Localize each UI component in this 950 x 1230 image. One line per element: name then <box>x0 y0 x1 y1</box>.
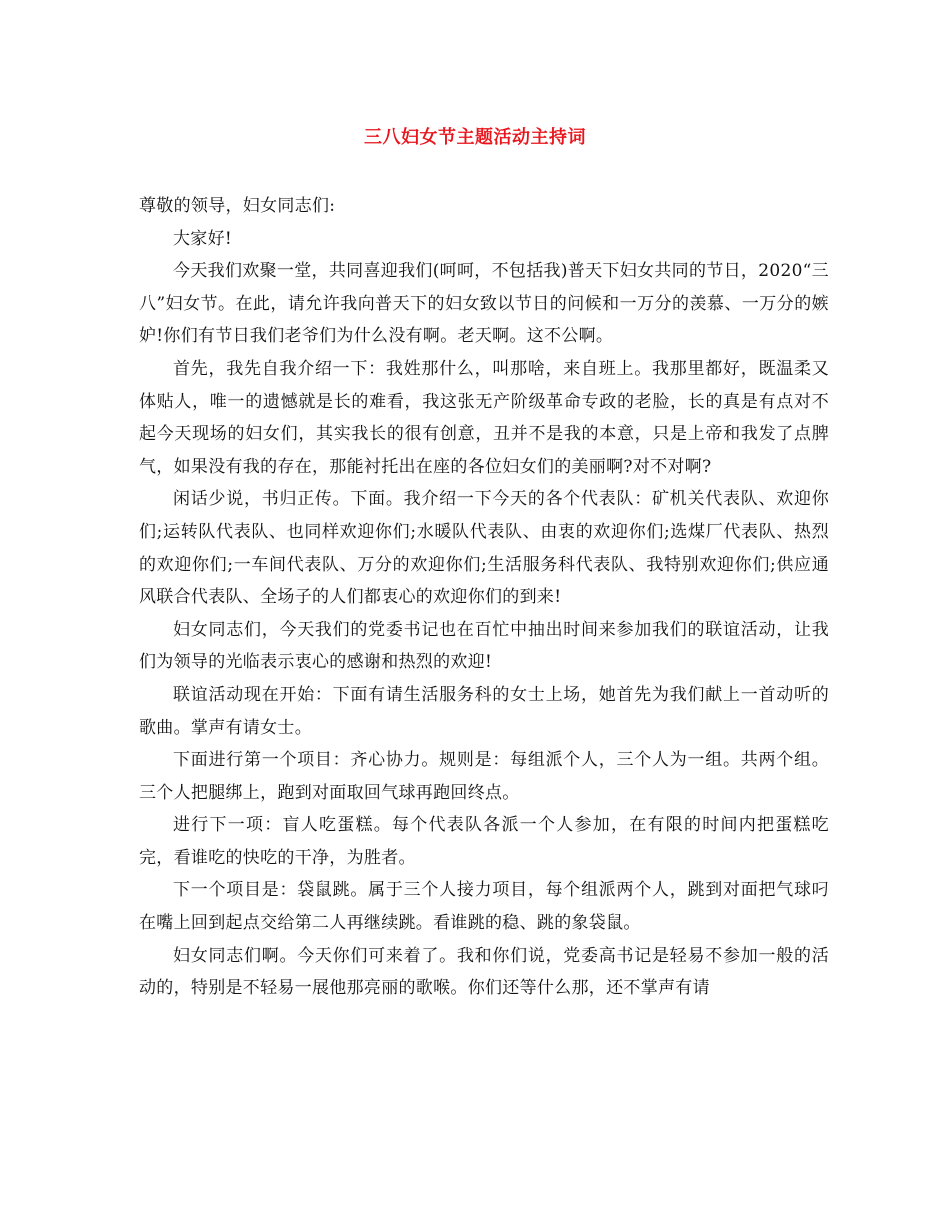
secretary-song-paragraph: 妇女同志们啊。今天你们可来着了。我和你们说，党委高书记是轻易不参加一般的活动的，特别是不轻易一展他那亮丽的歌喉。你们还等什么那，还不掌声有请 <box>139 945 829 999</box>
secretary-welcome-paragraph: 妇女同志们，今天我们的党委书记也在百忙中抽出时间来参加我们的联谊活动，让我们为领导的光临表示衷心的感谢和热烈的欢迎! <box>139 619 829 673</box>
opening-paragraph: 今天我们欢聚一堂，共同喜迎我们(呵呵，不包括我)普天下妇女共同的节日，2020“三八”妇女节。在此，请允许我向普天下的妇女致以节日的问候和一万分的羡慕、一万分的嫉妒!你们有节日我们老爷们为什么没有啊。老天啊。这不公啊。 <box>139 261 829 347</box>
greeting-paragraph: 大家好! <box>173 228 233 249</box>
activity-start-paragraph: 联谊活动现在开始：下面有请生活服务科的女士上场，她首先为我们献上一首动听的歌曲。掌声有请女士。 <box>139 684 829 738</box>
cake-game-paragraph: 进行下一项：盲人吃蛋糕。每个代表队各派一个人参加，在有限的时间内把蛋糕吃完，看谁吃的快吃的干净，为胜者。 <box>139 815 829 868</box>
first-game-paragraph: 下面进行第一个项目：齐心协力。规则是：每组派个人，三个人为一组。共两个组。三个人把腿绑上，跑到对面取回气球再跑回终点。 <box>139 750 829 803</box>
document-body <box>139 190 829 1005</box>
document-title: 三八妇女节主题活动主持词 <box>364 127 586 148</box>
self-introduction-paragraph: 首先，我先自我介绍一下：我姓那什么，叫那啥，来自班上。我那里都好，既温柔又体贴人，唯一的遗憾就是长的难看，我这张无产阶级革命专政的老脸，长的真是有点对不起今天现场的妇女们，其实我长的很有创意，丑并不是我的本意，只是上帝和我发了点脾气，如果没有我的存在，那能衬托出在座的各位妇女们的美丽啊?对不对啊? <box>139 358 829 477</box>
kangaroo-game-paragraph: 下一个项目是：袋鼠跳。属于三个人接力项目，每个组派两个人，跳到对面把气球叼在嘴上回到起点交给第二人再继续跳。看谁跳的稳、跳的象袋鼠。 <box>139 880 829 934</box>
team-introduction-paragraph: 闲话少说，书归正传。下面。我介绍一下今天的各个代表队：矿机关代表队、欢迎你们;运转队代表队、也同样欢迎你们;水暖队代表队、由衷的欢迎你们;选煤厂代表队、热烈的欢迎你们;一车间代表队、万分的欢迎你们;生活服务科代表队、我特别欢迎你们;供应通风联合代表队、全场子的人们都衷心的欢迎你们的到来! <box>139 489 829 608</box>
salutation: 尊敬的领导，妇女同志们: <box>139 196 336 216</box>
